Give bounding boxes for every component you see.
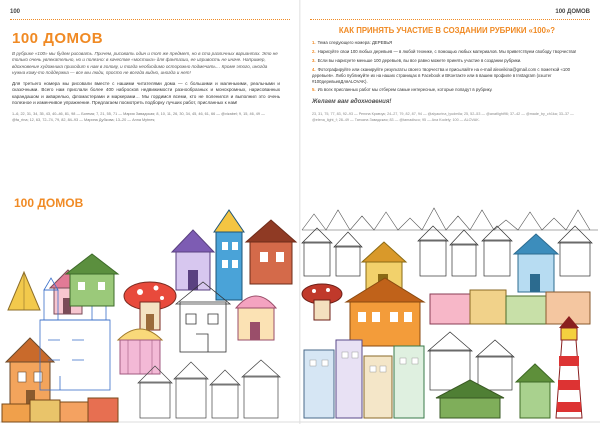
page-title: 100 ДОМОВ bbox=[12, 30, 104, 47]
tall-buildings bbox=[304, 340, 424, 418]
mushroom-house-drawing bbox=[124, 282, 176, 330]
howto-block bbox=[312, 26, 582, 123]
house-drawing bbox=[246, 220, 296, 284]
lighthouse-drawing bbox=[556, 316, 582, 418]
intro-block bbox=[12, 30, 280, 123]
wish-text: Желаем вам вдохновения! bbox=[312, 99, 392, 106]
house-drawing bbox=[172, 230, 214, 290]
step-item: 1. Тема следующего номера: ДЕРЕВЬЯ bbox=[312, 40, 393, 45]
art-title: 100 ДОМОВ bbox=[14, 196, 84, 210]
intro-italic-text: В рубрике «100» мы будем рисовать. Причем, рисовать один и тот же предмет, но в ста различных вариантах. Это не только очень увлекательно, но и полезно: в качестве «мостика» для фантазии, ее игривость не иначе. Например, вдохновение художника приходит к нам в голову, и тогда необходимо осторожно подмечать… Кроме этого, иногда нужна кому-то поддержка — все мы люди, просто не всегда видно, иногда и нет! bbox=[12, 51, 278, 75]
sketch-skyline bbox=[302, 208, 598, 230]
house-drawing bbox=[66, 254, 118, 306]
house-drawing bbox=[6, 338, 54, 410]
page-header-right: 100 ДОМОВ bbox=[555, 9, 590, 15]
step-item: 3. Если вы нарисуете меньше 100 деревьев, вы все равно можете принять участие в создании рубрики. bbox=[312, 57, 522, 63]
tower-drawing bbox=[214, 210, 244, 300]
credits-right: 23, 31, 75, 77, 83, 92–93 — Регина Кравчук; 24–27, 79, 82, 87, 94 — @alyaurina_lyudmila; 25, 52–53 — @anatlight96; 37–42 — @made_by_ch1ka; 33–37 — @elena_light_f; 28–49 — Татьяна Завадская; 83 — @tamadisco; 95 — Ana Kodely; 100 — ALOVAK. bbox=[312, 112, 574, 122]
cupcake-house-drawing bbox=[118, 329, 162, 374]
ice-cream-house-drawing bbox=[236, 296, 276, 340]
header-rule-left bbox=[10, 19, 290, 20]
header-rule-right bbox=[310, 19, 590, 20]
intro-body-text: Для третьего номера мы рисовали вместе с нашими читателями дома — с большими и маленькими, реальными и сказочными. Всего нам прислали более 400 набросков недвижимости разнообразных и монохромных, нарисованных карандашом и акварелью, фломастерами и маркерами… Мы гордимся всеми, кто не поленился и выполнил это очень полезное и изменчивое упражнение. Предлагаем посмотреть подборку лучших работ, присланных к нам! bbox=[12, 81, 280, 106]
house-drawing bbox=[436, 380, 504, 418]
step-item: 2. Нарисуйте свои 100 любых деревьев — в любой технике, с помощью любых материалов. Мы приветствуем свободу творчества! bbox=[312, 48, 577, 54]
mushroom-house-drawing bbox=[302, 284, 342, 320]
row-houses bbox=[430, 290, 590, 324]
house-drawing bbox=[514, 234, 558, 292]
house-drawing bbox=[516, 364, 554, 418]
house-drawing bbox=[346, 278, 424, 346]
page-number-left: 100 bbox=[10, 9, 21, 15]
steps-list bbox=[312, 40, 582, 93]
credits-left: 1–6, 22, 31, 34, 35, 43, 40–46, 81, 98 — Богема; 7, 21, 55, 71 — Мария Завадская; 8, 10, 11, 26, 30, 34, 45, 46, 61, 66 — @vizabel; 9, 15, 46, 49 — @fa_rina; 12, 63, 72–74, 79, 82, 84–93 — Марина Дубкова; 13–20 — Anna Mytnes; bbox=[12, 112, 265, 122]
step-item: 4. Фотографируйте или сканируйте результаты своего творчества и присылайте на e-mail alexeikina@gmail.com с пометкой «100 деревьев». Либо публикуйте их на наших страницах в Facebook и ВКонтакте или в вашем профиле в Instagram (хэштег #100деревьевДляALOVAK). bbox=[312, 66, 571, 84]
step-item: 5. Из всех присланных работ мы отберем самые интересные, которые попадут в рубрику. bbox=[312, 87, 493, 93]
tent-drawing bbox=[8, 272, 40, 310]
howto-heading: КАК ПРИНЯТЬ УЧАСТИЕ В СОЗДАНИИ РУБРИКИ «100»? bbox=[338, 26, 556, 35]
houses-illustration bbox=[0, 190, 600, 424]
